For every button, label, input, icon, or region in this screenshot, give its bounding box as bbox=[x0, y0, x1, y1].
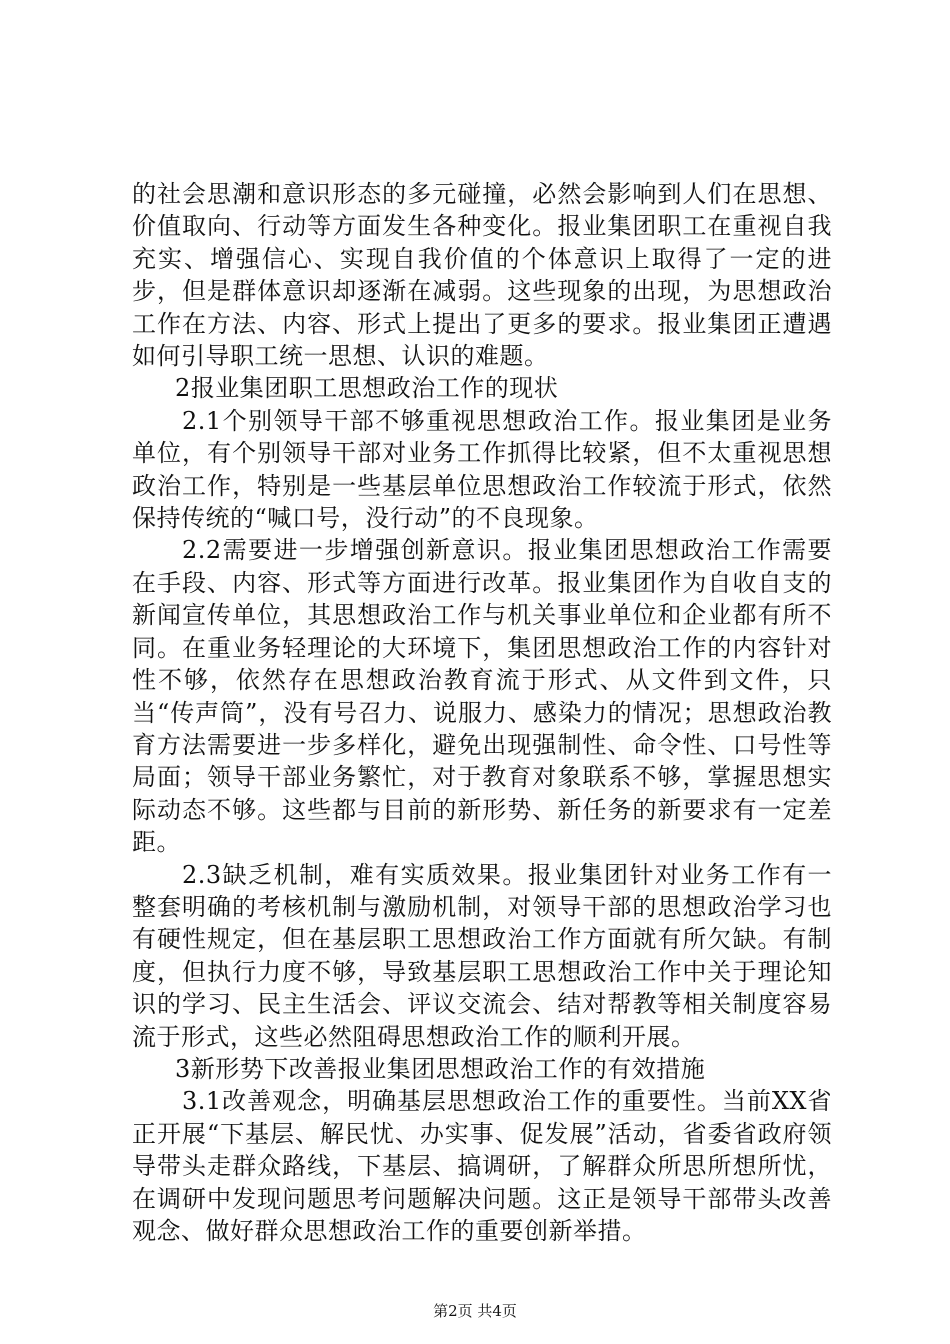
page-footer bbox=[0, 1300, 950, 1321]
section-heading-3: 3新形势下改善报业集团思想政治工作的有效措施 bbox=[175, 1054, 706, 1083]
section-heading-2: 2报业集团职工思想政治工作的现状 bbox=[175, 374, 559, 403]
paragraph-continuation: 的社会思潮和意识形态的多元碰撞，必然会影响到人们在思想、价值取向、行动等方面发生各种变化。报业集团职工在重视自我充实、增强信心、实现自我价值的个体意识上取得了一定的进步，但是群体意识却逐渐在减弱。这些现象的出现，为思想政治工作在方法、内容、形式上提出了更多的要求。报业集团正遭遇如何引导职工统一思想、认识的难题。 bbox=[132, 180, 832, 371]
paragraph-2-2: 2.2需要进一步增强创新意识。报业集团思想政治工作需要在手段、内容、形式等方面进行改革。报业集团作为自收自支的新闻宣传单位，其思想政治工作与机关事业单位和企业都有所不同。在重业务轻理论的大环境下，集团思想政治工作的内容针对性不够，依然存在思想政治教育流于形式、从文件到文件，只当“传声筒”，没有号召力、说服力、感染力的情况；思想政治教育方法需要进一步多样化，避免出现强制性、命令性、口号性等局面；领导干部业务繁忙，对于教育对象联系不够，掌握思想实际动态不够。这些都与目前的新形势、新任务的新要求有一定差距。 bbox=[132, 536, 832, 857]
page-number-label: 第2页 共4页 bbox=[433, 1302, 517, 1320]
document-body bbox=[132, 178, 832, 1247]
paragraph-2-3: 2.3缺乏机制，难有实质效果。报业集团针对业务工作有一整套明确的考核机制与激励机制，对领导干部的思想政治学习也有硬性规定，但在基层职工思想政治工作方面就有所欠缺。有制度，但执行力度不够，导致基层职工思想政治工作中关于理论知识的学习、民主生活会、评议交流会、结对帮教等相关制度容易流于形式，这些必然阻碍思想政治工作的顺利开展。 bbox=[132, 860, 832, 1051]
paragraph-3-1: 3.1改善观念，明确基层思想政治工作的重要性。当前XX省正开展“下基层、解民忧、办实事、促发展”活动，省委省政府领导带头走群众路线，下基层、搞调研，了解群众所思所想所忧，在调研中发现问题思考问题解决问题。这正是领导干部带头改善观念、做好群众思想政治工作的重要创新举措。 bbox=[132, 1087, 832, 1245]
paragraph-2-1: 2.1个别领导干部不够重视思想政治工作。报业集团是业务单位，有个别领导干部对业务工作抓得比较紧，但不太重视思想政治工作，特别是一些基层单位思想政治工作较流于形式，依然保持传统的“喊口号，没行动”的不良现象。 bbox=[132, 406, 832, 533]
